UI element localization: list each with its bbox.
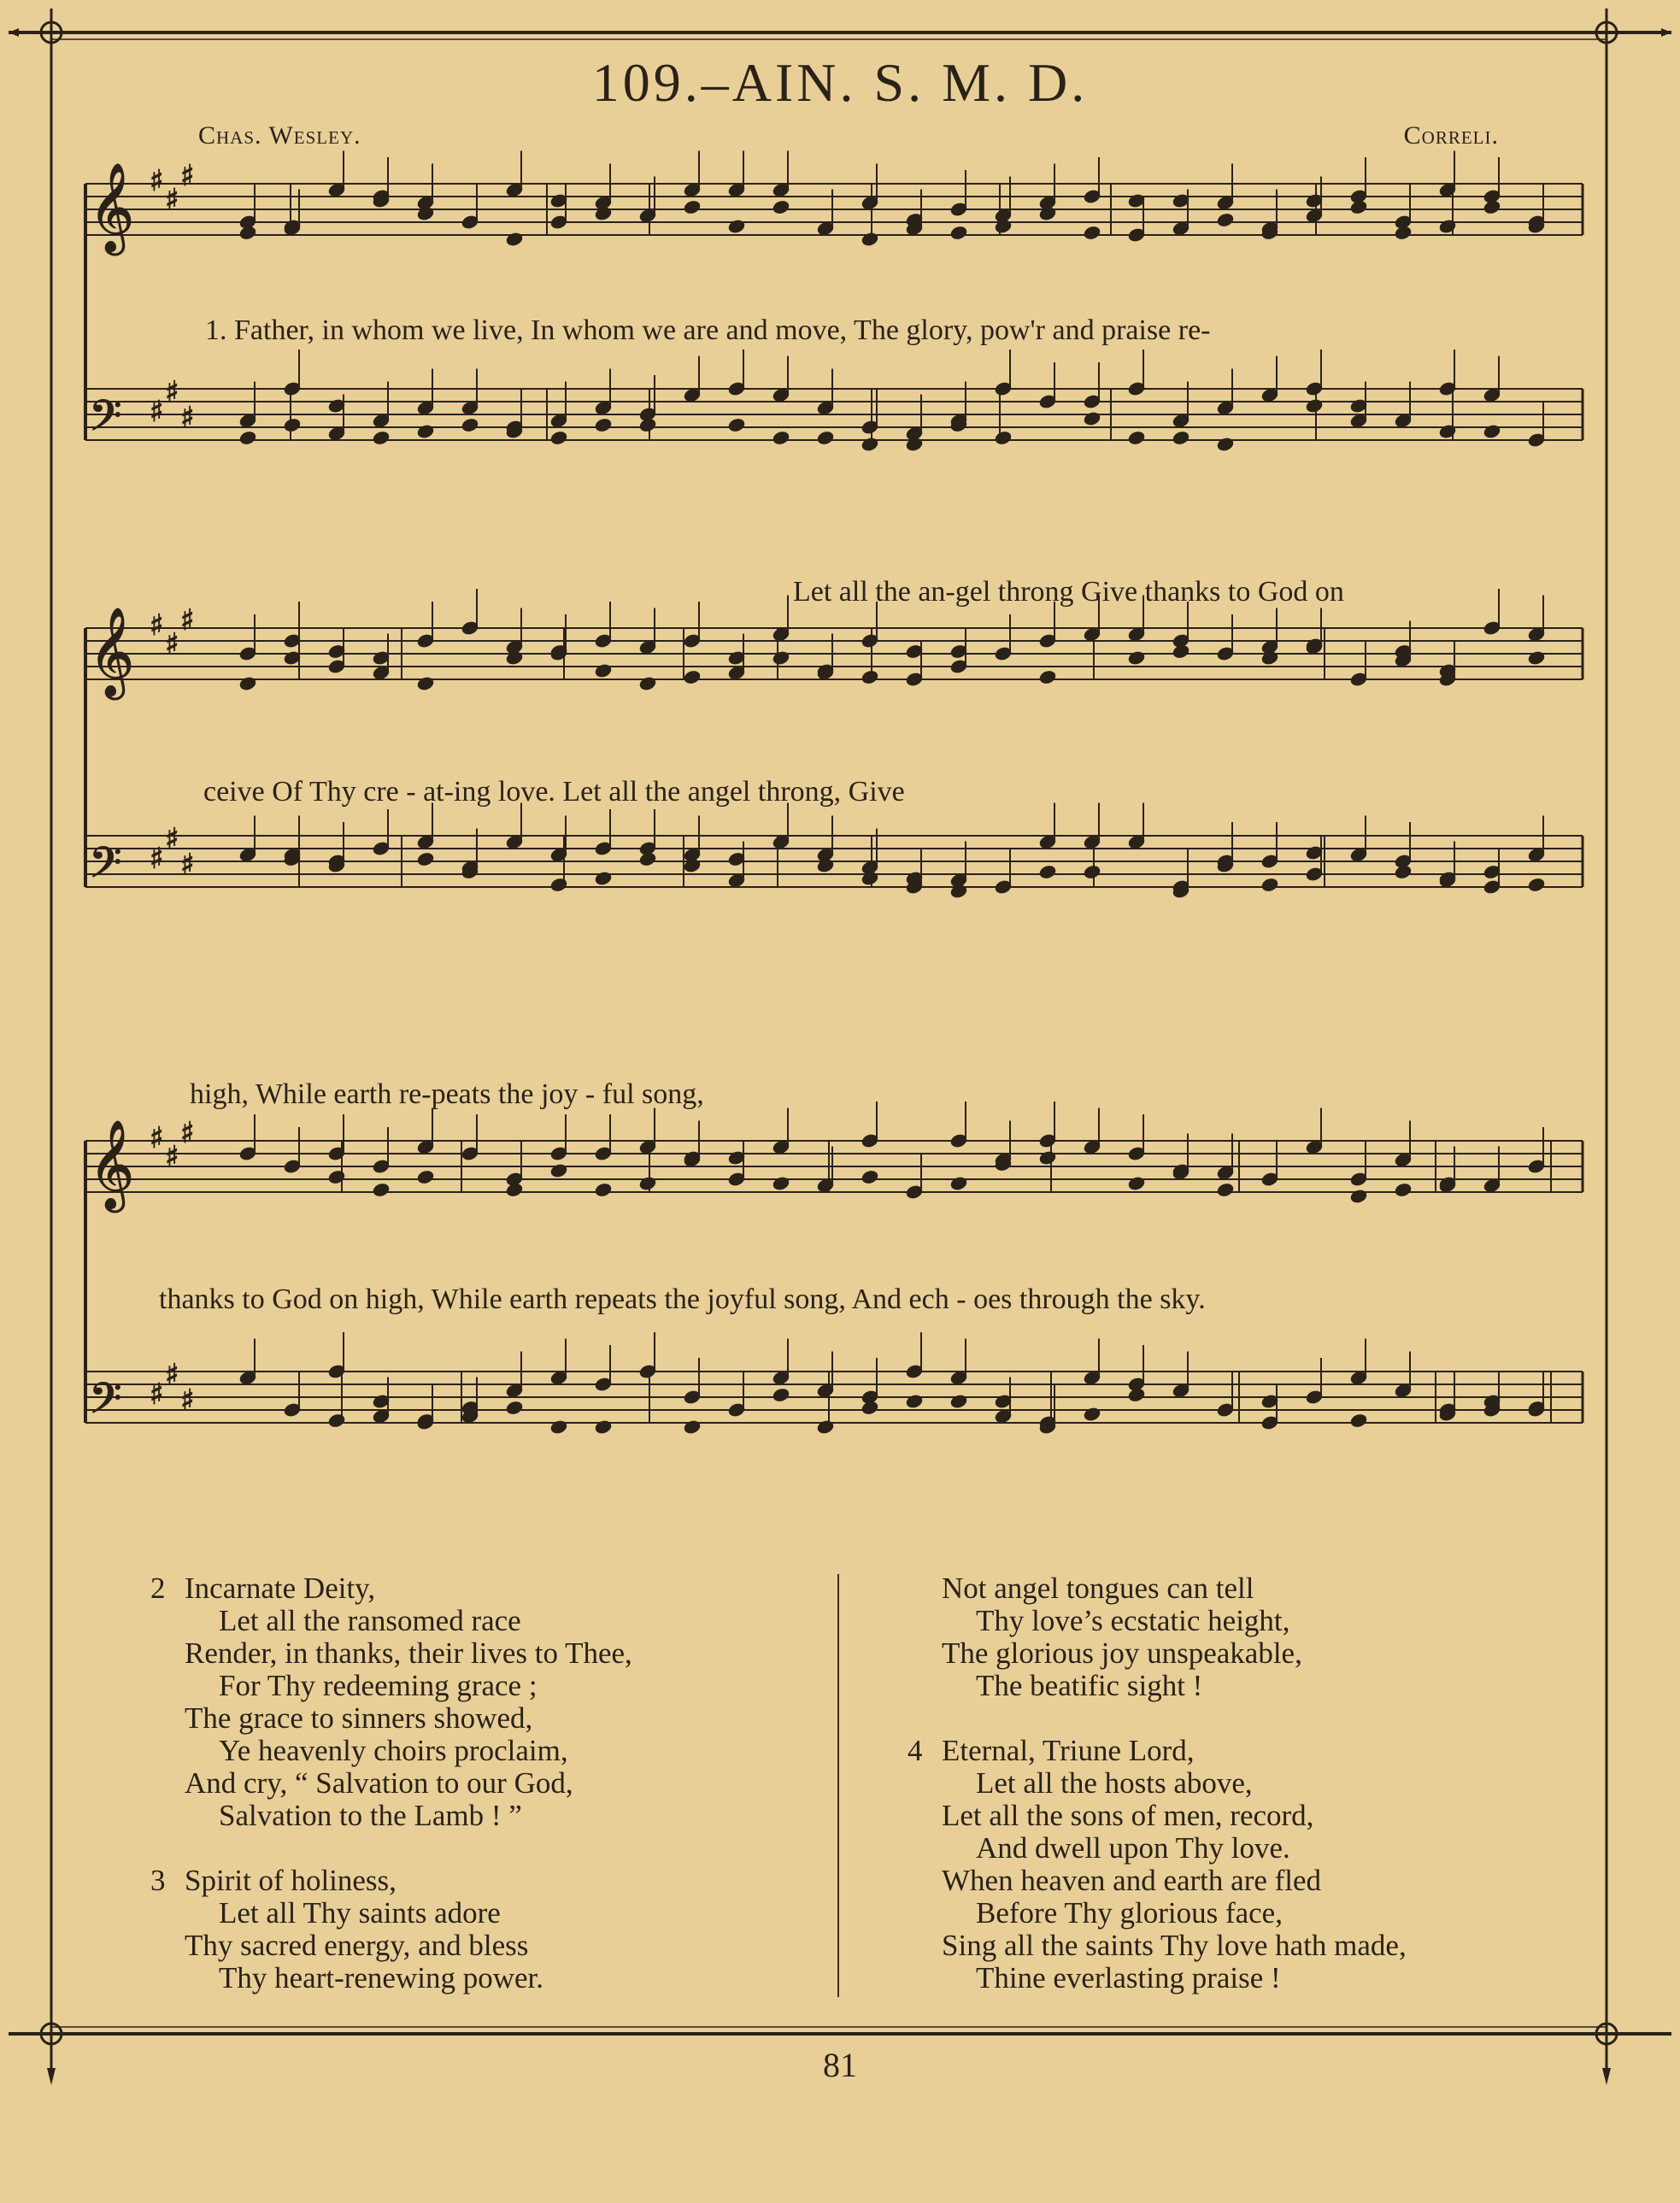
note-head [549, 1163, 567, 1178]
note-head [1483, 199, 1501, 214]
note-head [1083, 1407, 1101, 1422]
verse-line: Thy sacred energy, and bless [185, 1929, 529, 1962]
note-head [949, 1176, 967, 1191]
note-head [594, 663, 612, 679]
treble-clef-icon: 𝄞 [89, 607, 135, 696]
note-head [505, 650, 523, 666]
verse-line: The grace to sinners showed, [185, 1701, 533, 1735]
note-head [727, 219, 745, 234]
sharp-icon: ♯ [150, 608, 164, 643]
verse-line: Spirit of holiness, [185, 1864, 397, 1897]
note-head [1083, 411, 1101, 426]
verse-line: For Thy redeeming grace ; [219, 1669, 537, 1702]
sharp-icon: ♯ [180, 603, 195, 637]
sharp-icon: ♯ [165, 183, 179, 217]
sharp-icon: ♯ [150, 164, 164, 198]
note-head [683, 199, 701, 214]
note-head [1394, 225, 1412, 240]
verse-line: And cry, “ Salvation to our God, [185, 1766, 573, 1800]
verse-line: Let all the ransomed race [219, 1604, 521, 1637]
note-head [238, 430, 256, 445]
note-head [1349, 1413, 1367, 1428]
note-head [861, 1400, 878, 1415]
note-head [594, 1182, 612, 1197]
note-head [549, 1419, 567, 1435]
sharp-icon: ♯ [165, 1140, 179, 1174]
note-head [1438, 424, 1456, 439]
note-head [683, 858, 701, 873]
note-head [727, 417, 745, 432]
verse-4 [908, 1734, 1407, 1994]
note-head [1127, 650, 1145, 666]
note-head [772, 650, 790, 666]
note-head [861, 437, 878, 452]
note-head [683, 1419, 701, 1435]
note-head [1305, 398, 1323, 414]
column-divider [837, 1574, 839, 1997]
verse-line: And dwell upon Thy love. [976, 1831, 1290, 1865]
verse-line: Incarnate Deity, [185, 1571, 376, 1605]
note-head [1349, 1189, 1367, 1204]
note-head [549, 430, 567, 445]
note-head [861, 232, 878, 247]
note-head [1483, 424, 1501, 439]
treble-clef-icon: 𝄞 [89, 1119, 135, 1209]
note-head [372, 430, 390, 445]
note-head [1038, 206, 1056, 221]
sharp-icon: ♯ [165, 627, 179, 661]
note-head [816, 430, 834, 445]
note-head [772, 430, 790, 445]
note-head [905, 1394, 923, 1409]
verse-number: 2 [150, 1571, 166, 1605]
sharp-icon: ♯ [165, 1358, 179, 1392]
system1-lyric: 1. Father, in whom we live, In whom we are and move, The glory, pow'r and praise re- [205, 314, 1211, 346]
note-head [416, 1169, 434, 1184]
note-head [594, 1419, 612, 1435]
note-head [1216, 1182, 1234, 1197]
note-head [594, 206, 612, 221]
note-head [1172, 430, 1190, 445]
note-head [816, 1419, 834, 1435]
note-head [238, 676, 256, 691]
sharp-icon: ♯ [150, 395, 164, 429]
note-head [372, 1182, 390, 1197]
system2-lyric-bottom: ceive Of Thy cre - at-ing love. Let all the angel throng, Give [203, 776, 905, 808]
sharp-icon: ♯ [180, 1383, 195, 1418]
note-head [949, 1394, 967, 1409]
sharp-icon: ♯ [150, 1378, 164, 1412]
note-head [416, 676, 434, 691]
verse-line: Thy love’s ecstatic height, [976, 1604, 1290, 1637]
note-head [327, 1169, 345, 1184]
note-head [1127, 1176, 1145, 1191]
verse-line: Eternal, Triune Lord, [942, 1734, 1195, 1767]
note-head [816, 858, 834, 873]
note-head [1038, 864, 1056, 879]
note-head [461, 417, 479, 432]
system2-lyric-top: Let all the an-gel throng Give thanks to God on [793, 576, 1344, 608]
note-head [772, 1176, 790, 1191]
verse-line: Render, in thanks, their lives to Thee, [185, 1636, 632, 1670]
note-head [1083, 864, 1101, 879]
bass-clef-icon: 𝄢 [89, 391, 122, 451]
note-head [238, 225, 256, 240]
note-head [594, 871, 612, 886]
verse-2-continued [942, 1572, 1407, 1702]
system3-lyric-top: high, While earth re-peats the joy - ful song, [190, 1078, 704, 1110]
verses-right-column [908, 1571, 1407, 1994]
verse-number: 3 [150, 1864, 166, 1897]
sharp-icon: ♯ [165, 375, 179, 409]
note-head [861, 669, 878, 684]
system3-lyric-bottom: thanks to God on high, While earth repeats the joyful song, And ech - oes through the sky. [159, 1284, 1206, 1315]
verse-line: Let all the hosts above, [976, 1766, 1253, 1800]
note-head [505, 232, 523, 247]
verse-line: Salvation to the Lamb ! ” [219, 1799, 522, 1832]
note-head [638, 417, 656, 432]
verse-line: Thine everlasting praise ! [976, 1961, 1281, 1994]
verse-line: Thy heart-renewing power. [219, 1961, 543, 1994]
note-head [1394, 864, 1412, 879]
note-head [1527, 877, 1545, 892]
note-head [1349, 199, 1367, 214]
note-head [905, 437, 923, 452]
note-head [638, 1176, 656, 1191]
sharp-icon: ♯ [180, 848, 195, 882]
verse-line: When heaven and earth are fled [942, 1864, 1322, 1897]
composer-credit: Correli. [1403, 121, 1499, 150]
note-head [772, 199, 790, 214]
verses-left-column [150, 1571, 632, 1994]
note-head [327, 1413, 345, 1428]
sharp-icon: ♯ [180, 1116, 195, 1150]
hymn-title: 109.–AIN. S. M. D. [591, 52, 1089, 113]
note-head [1260, 650, 1278, 666]
lyricist-credit: Chas. Wesley. [198, 121, 361, 150]
note-head [416, 424, 434, 439]
verse-2 [150, 1571, 632, 1832]
note-head [949, 225, 967, 240]
verse-line: Before Thy glorious face, [976, 1896, 1283, 1930]
note-head [283, 417, 301, 432]
note-head [1038, 669, 1056, 684]
note-head [1394, 1182, 1412, 1197]
sharp-icon: ♯ [165, 822, 179, 856]
sharp-icon: ♯ [180, 401, 195, 435]
sharp-icon: ♯ [150, 842, 164, 876]
note-head [1438, 219, 1456, 234]
note-head [416, 851, 434, 867]
note-head [1083, 225, 1101, 240]
verse-number: 4 [908, 1734, 923, 1767]
verse-line: Let all the sons of men, record, [942, 1799, 1314, 1832]
note-head [505, 1182, 523, 1197]
note-head [1216, 437, 1234, 452]
verse-3 [150, 1864, 632, 1994]
note-head [1216, 212, 1234, 227]
verse-line: Let all Thy saints adore [219, 1896, 501, 1930]
verse-line: The beatific sight ! [976, 1669, 1203, 1702]
note-head [594, 417, 612, 432]
note-head [683, 669, 701, 684]
note-head [505, 1400, 523, 1415]
note-head [1172, 643, 1190, 659]
note-head [1127, 1387, 1145, 1402]
note-head [638, 676, 656, 691]
verse-line: Sing all the saints Thy love hath made, [942, 1929, 1407, 1962]
note-head [772, 1387, 790, 1402]
note-head [1038, 1150, 1056, 1166]
bass-clef-icon: 𝄢 [89, 1374, 122, 1434]
note-head [1127, 430, 1145, 445]
bass-clef-icon: 𝄢 [89, 838, 122, 898]
note-head [638, 851, 656, 867]
note-head [1260, 877, 1278, 892]
note-head [549, 877, 567, 892]
note-head [1527, 650, 1545, 666]
verse-line: Ye heavenly choirs proclaim, [219, 1734, 568, 1767]
note-head [861, 1169, 878, 1184]
sharp-icon: ♯ [180, 159, 195, 193]
sharp-icon: ♯ [150, 1121, 164, 1155]
note-head [994, 430, 1012, 445]
treble-clef-icon: 𝄞 [89, 162, 135, 252]
verse-line: The glorious joy unspeakable, [942, 1636, 1302, 1670]
note-head [416, 206, 434, 221]
page-number: 81 [823, 2046, 857, 2084]
note-head [994, 219, 1012, 234]
note-head [949, 884, 967, 899]
note-head [861, 871, 878, 886]
verse-line: Not angel tongues can tell [942, 1571, 1254, 1605]
